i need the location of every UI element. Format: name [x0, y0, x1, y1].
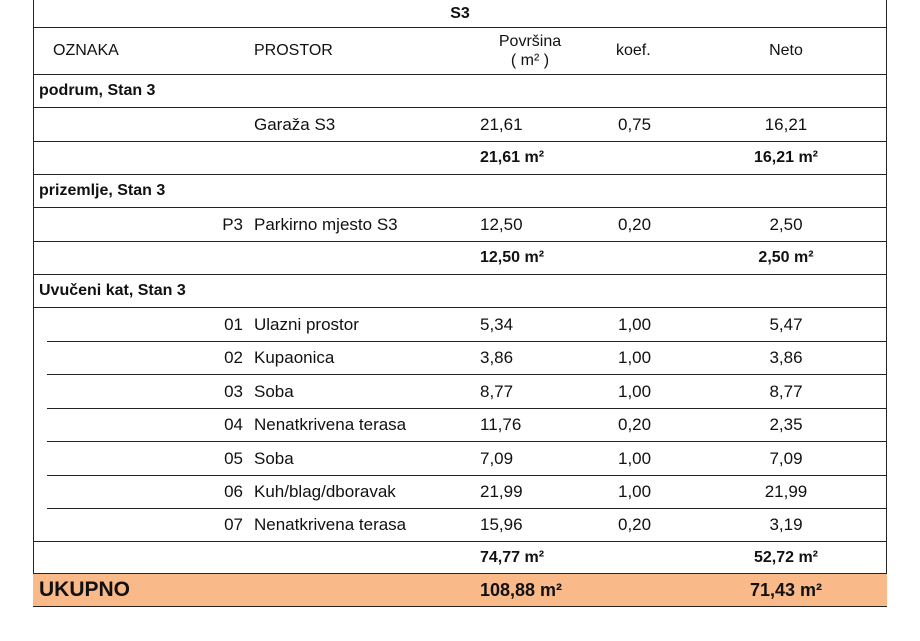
subtotal-row — [33, 142, 887, 174]
row-code: P3 — [222, 214, 243, 234]
row-name: Parkirno mjesto S3 — [254, 214, 398, 234]
header-neto: Neto — [769, 42, 803, 59]
row-koef: 1,00 — [618, 448, 652, 468]
row-neto: 16,21 — [764, 114, 808, 134]
row-name: Ulazni prostor — [254, 314, 359, 334]
row-code: 05 — [224, 448, 243, 468]
row-koef: 0,20 — [618, 515, 652, 534]
table-row — [33, 208, 887, 241]
row-neto: 5,47 — [769, 314, 803, 334]
row-name: Nenatkrivena terasa — [254, 515, 407, 534]
row-code: 07 — [224, 515, 243, 534]
area-table — [33, 0, 887, 607]
total-area: 108,88 m² — [480, 579, 563, 600]
row-code: 06 — [224, 482, 243, 501]
row-area: 5,34 — [480, 314, 514, 334]
subtotal-neto: 2,50 m² — [758, 249, 814, 266]
table-row — [33, 442, 887, 475]
row-code — [183, 108, 243, 141]
table-row — [33, 308, 887, 341]
row-name: Soba — [254, 448, 294, 468]
table-row — [33, 342, 887, 374]
row-koef: 0,75 — [618, 114, 652, 134]
section-title: podrum, Stan 3 — [39, 82, 156, 99]
row-area: 12,50 — [480, 214, 523, 234]
row-neto: 3,19 — [769, 515, 803, 534]
row-neto: 2,50 — [769, 214, 803, 234]
row-name: Nenatkrivena terasa — [254, 415, 407, 434]
header-koef: koef. — [616, 42, 651, 59]
row-koef: 1,00 — [618, 348, 652, 367]
section-title-row — [33, 175, 887, 207]
table-title: S3 — [450, 4, 470, 22]
header-povrsina — [485, 28, 575, 74]
table-title-row — [33, 0, 887, 27]
subtotal-neto: 16,21 m² — [753, 149, 819, 166]
subtotal-area: 74,77 m² — [480, 548, 545, 566]
row-area: 21,61 — [480, 114, 523, 134]
row-area: 21,99 — [480, 482, 523, 501]
header-prostor: PROSTOR — [254, 42, 333, 59]
row-neto: 3,86 — [769, 348, 803, 367]
subtotal-row — [33, 542, 887, 573]
section-title-row — [33, 275, 887, 307]
subtotal-area: 21,61 m² — [480, 149, 545, 166]
divider — [33, 606, 887, 607]
row-koef: 1,00 — [618, 314, 652, 334]
row-koef: 1,00 — [618, 482, 652, 501]
row-area: 3,86 — [480, 348, 514, 367]
table-row — [33, 509, 887, 541]
row-koef: 0,20 — [618, 214, 652, 234]
row-name: Kupaonica — [254, 348, 335, 367]
subtotal-neto: 52,72 m² — [753, 548, 819, 566]
row-area: 7,09 — [480, 448, 514, 468]
header-povrsina-line1: Površina — [498, 33, 562, 50]
subtotal-row — [33, 242, 887, 274]
row-koef: 1,00 — [618, 381, 652, 401]
table-header-row — [33, 28, 887, 74]
row-code: 02 — [224, 348, 243, 367]
row-koef: 0,20 — [618, 415, 652, 434]
row-area: 11,76 — [480, 415, 522, 434]
section-title-row — [33, 75, 887, 107]
row-code: 03 — [224, 381, 243, 401]
table-row — [33, 375, 887, 408]
row-area: 15,96 — [480, 515, 523, 534]
row-neto: 21,99 — [764, 482, 808, 501]
table-row — [33, 409, 887, 441]
total-row — [33, 574, 887, 606]
total-label: UKUPNO — [39, 578, 131, 601]
section-title: prizemlje, Stan 3 — [39, 182, 166, 199]
row-neto: 7,09 — [769, 448, 803, 468]
table-row — [33, 476, 887, 508]
total-neto: 71,43 m² — [749, 579, 823, 600]
row-neto: 8,77 — [769, 381, 803, 401]
row-name: Garaža S3 — [254, 114, 336, 134]
section-title: Uvučeni kat, Stan 3 — [39, 282, 186, 299]
header-povrsina-line2: ( m² ) — [510, 52, 550, 69]
row-neto: 2,35 — [769, 415, 803, 434]
row-name: Kuh/blag/dboravak — [254, 482, 396, 501]
row-name: Soba — [254, 381, 294, 401]
row-code: 04 — [224, 415, 243, 434]
subtotal-area: 12,50 m² — [480, 249, 545, 266]
table-row — [33, 108, 887, 141]
header-oznaka: OZNAKA — [53, 42, 119, 59]
row-area: 8,77 — [480, 381, 514, 401]
row-code: 01 — [224, 314, 243, 334]
